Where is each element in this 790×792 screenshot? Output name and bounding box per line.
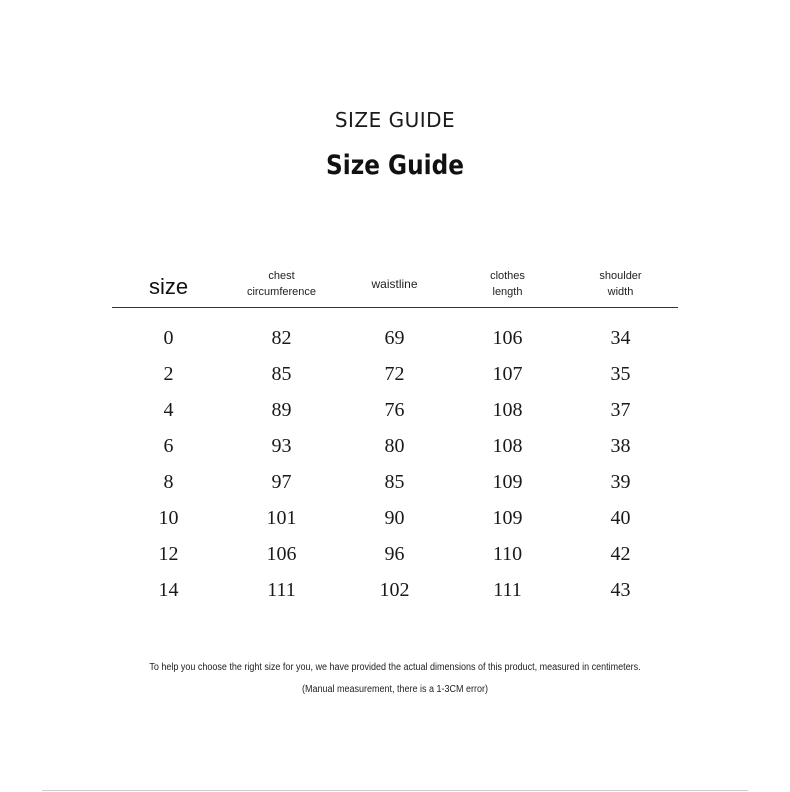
cell-size: 14 bbox=[158, 579, 179, 601]
cell-waistline: 90 bbox=[384, 507, 405, 529]
header-shoulder-line1: shoulder bbox=[599, 270, 642, 282]
cell-chest: 89 bbox=[271, 399, 292, 421]
page-title: Size Guide bbox=[326, 150, 464, 181]
cell-length: 111 bbox=[493, 579, 522, 601]
header-clothes-length bbox=[451, 262, 564, 306]
cell-size: 6 bbox=[163, 435, 174, 457]
header-shoulder-line2: width bbox=[607, 286, 634, 298]
cell-size: 10 bbox=[158, 507, 179, 529]
cell-waistline: 76 bbox=[384, 399, 405, 421]
table-row bbox=[112, 464, 678, 500]
measurement-error-note: (Manual measurement, there is a 1-3CM error) bbox=[301, 684, 489, 695]
header-chest-circumference bbox=[225, 262, 338, 306]
cell-shoulder: 43 bbox=[610, 579, 631, 601]
cell-length: 108 bbox=[492, 435, 523, 457]
cell-chest: 82 bbox=[271, 327, 292, 349]
cell-waistline: 102 bbox=[379, 579, 410, 601]
cell-length: 108 bbox=[492, 399, 523, 421]
cell-length: 109 bbox=[492, 471, 523, 493]
cell-shoulder: 37 bbox=[610, 399, 631, 421]
header-size bbox=[112, 262, 225, 306]
measurement-note: To help you choose the right size for you, we have provided the actual dimensions of this product, measured in centimeters. bbox=[149, 662, 641, 673]
cell-length: 106 bbox=[492, 327, 523, 349]
cell-length: 110 bbox=[492, 543, 523, 565]
cell-shoulder: 38 bbox=[610, 435, 631, 457]
cell-chest: 101 bbox=[266, 507, 297, 529]
cell-size: 8 bbox=[163, 471, 174, 493]
cell-waistline: 96 bbox=[384, 543, 405, 565]
cell-chest: 111 bbox=[267, 579, 296, 601]
cell-chest: 85 bbox=[271, 363, 292, 385]
cell-chest: 93 bbox=[271, 435, 292, 457]
table-row bbox=[112, 392, 678, 428]
cell-shoulder: 35 bbox=[610, 363, 631, 385]
header-shoulder-width bbox=[564, 262, 677, 306]
table-header-row bbox=[112, 262, 678, 306]
header-waistline bbox=[338, 262, 451, 306]
header-chest-line1: chest bbox=[268, 270, 295, 282]
table-row bbox=[112, 320, 678, 356]
header-clothes-line1: clothes bbox=[490, 270, 525, 282]
cell-shoulder: 42 bbox=[610, 543, 631, 565]
size-table-body bbox=[112, 320, 678, 608]
header-clothes-line2: length bbox=[492, 286, 523, 298]
header-size-label: size bbox=[148, 274, 189, 299]
size-guide-eyebrow: SIZE GUIDE bbox=[334, 108, 456, 132]
cell-shoulder: 40 bbox=[610, 507, 631, 529]
header-chest-line2: circumference bbox=[246, 286, 317, 298]
cell-shoulder: 39 bbox=[610, 471, 631, 493]
cell-size: 0 bbox=[163, 327, 174, 349]
table-row bbox=[112, 572, 678, 608]
cell-size: 4 bbox=[163, 399, 174, 421]
cell-waistline: 72 bbox=[384, 363, 405, 385]
cell-chest: 97 bbox=[271, 471, 292, 493]
table-row bbox=[112, 500, 678, 536]
header-waistline-label: waistline bbox=[371, 277, 418, 291]
bottom-divider bbox=[42, 790, 748, 791]
cell-waistline: 80 bbox=[384, 435, 405, 457]
cell-waistline: 85 bbox=[384, 471, 405, 493]
cell-size: 12 bbox=[158, 543, 179, 565]
cell-length: 107 bbox=[492, 363, 523, 385]
header-divider bbox=[112, 307, 678, 308]
cell-waistline: 69 bbox=[384, 327, 405, 349]
table-row bbox=[112, 356, 678, 392]
cell-chest: 106 bbox=[266, 543, 297, 565]
table-row bbox=[112, 428, 678, 464]
cell-shoulder: 34 bbox=[610, 327, 631, 349]
table-row bbox=[112, 536, 678, 572]
cell-length: 109 bbox=[492, 507, 523, 529]
cell-size: 2 bbox=[163, 363, 174, 385]
